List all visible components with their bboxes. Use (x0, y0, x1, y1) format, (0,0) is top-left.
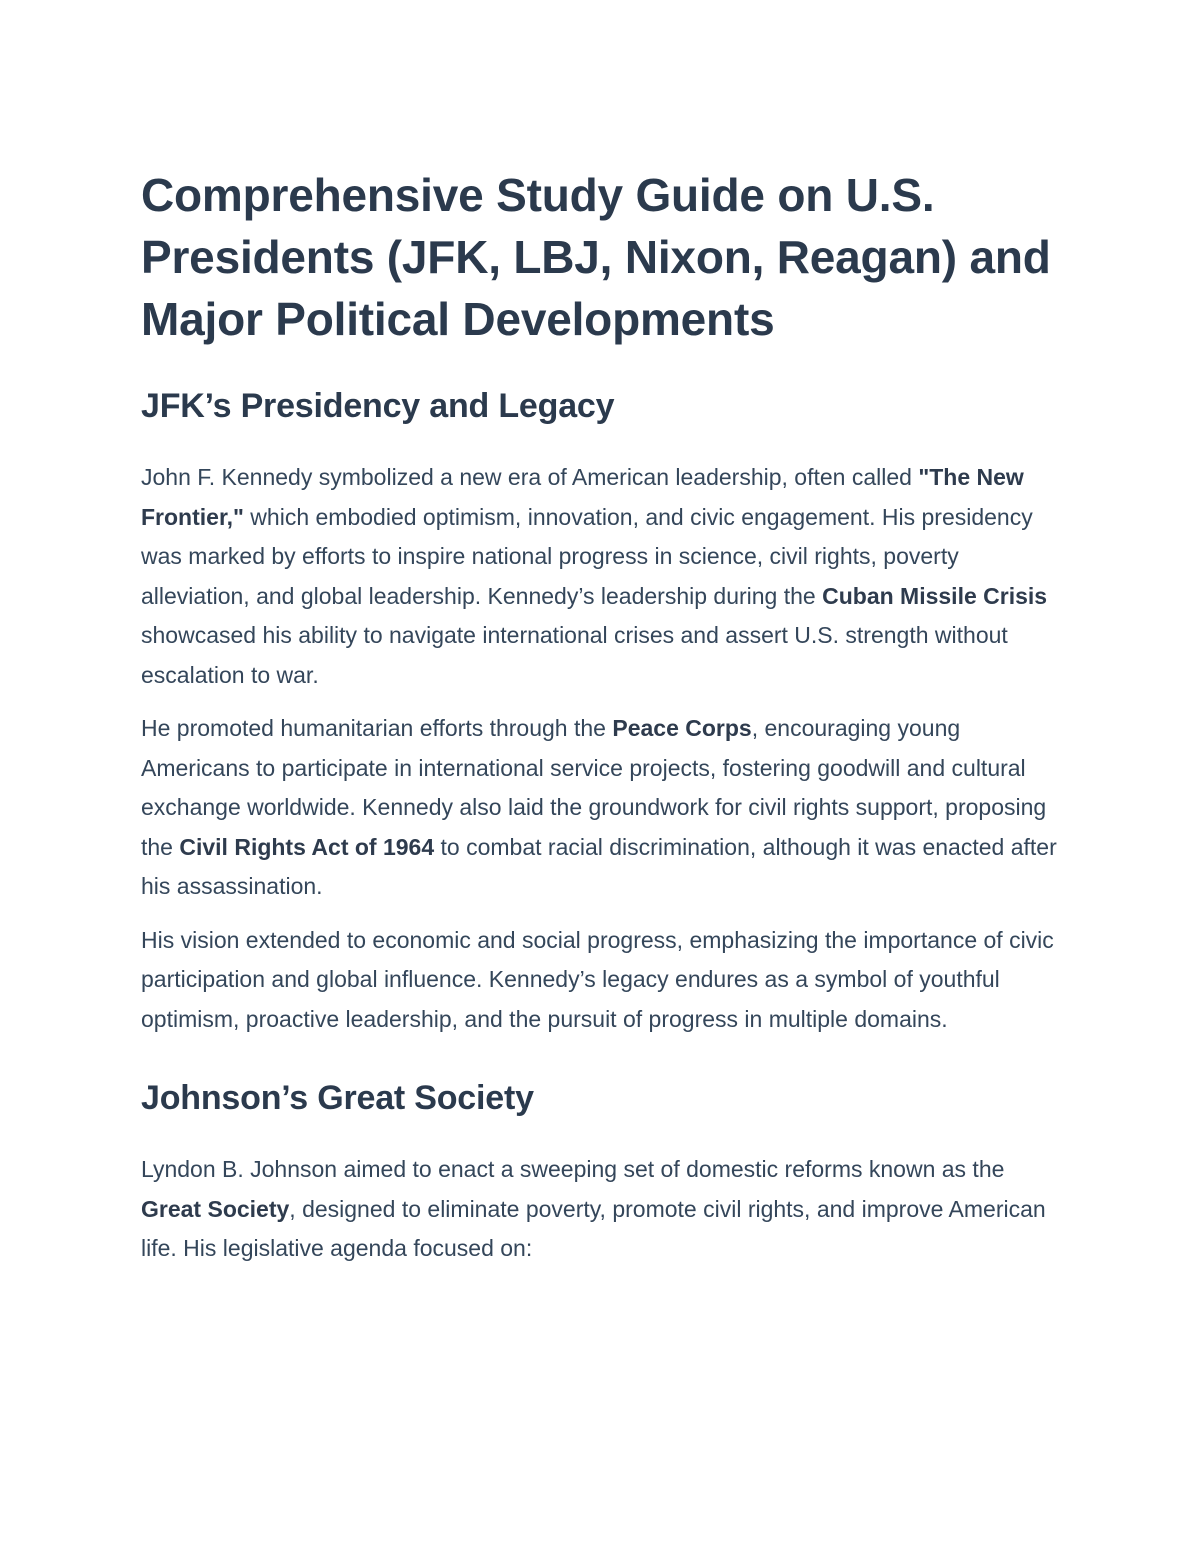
paragraph-text: Lyndon B. Johnson aimed to enact a sweeping set of domestic reforms known as the (141, 1156, 1005, 1182)
paragraph-text: His vision extended to economic and social progress, emphasizing the importance of civic participation and global influence. Kennedy’s legacy endures as a symbol of youthful optimism, proactive leadership, and the pursuit of progress in multiple domains. (141, 926, 1054, 1032)
bold-term: Great Society (141, 1195, 290, 1222)
paragraph-text: John F. Kennedy symbolized a new era of American leadership, often called (141, 464, 919, 490)
paragraph-text: , designed to eliminate poverty, promote civil rights, and improve American life. His legislative agenda focused on: (141, 1195, 1046, 1261)
bold-term: Civil Rights Act of 1964 (179, 833, 435, 860)
paragraph-text: showcased his ability to navigate international crises and assert U.S. strength without escalation to war. (141, 622, 1008, 688)
paragraph-text: He promoted humanitarian efforts through the (141, 715, 613, 741)
paragraph (141, 458, 1061, 695)
bold-term: Cuban Missile Crisis (822, 582, 1048, 609)
paragraph (141, 921, 1061, 1040)
paragraph (141, 709, 1061, 907)
section-jfk (141, 384, 1061, 1039)
paragraph-text: which embodied optimism, innovation, and civic engagement. His presidency was marked by efforts to inspire national progress in science, civil rights, poverty alleviation, and global leadership. Kennedy’s leadership during the (141, 503, 1033, 609)
bold-term: Peace Corps (612, 715, 752, 741)
paragraph-text: to combat racial discrimination, although it was enacted after his assassination. (141, 833, 1057, 899)
document-title: Comprehensive Study Guide on U.S. Presidents (JFK, LBJ, Nixon, Reagan) and Major Political Developments (141, 169, 1051, 345)
paragraph (141, 1150, 1061, 1269)
document-page (141, 164, 1061, 1269)
section-heading: Johnson’s Great Society (141, 1079, 534, 1117)
section-great-society (141, 1076, 1061, 1269)
paragraph-text: , encouraging young Americans to participate in international service projects, fostering goodwill and cultural exchange worldwide. Kennedy also laid the groundwork for civil rights support, proposing the (141, 715, 1047, 860)
section-heading: JFK’s Presidency and Legacy (141, 387, 615, 425)
bold-term: "The New Frontier," (141, 464, 1024, 530)
